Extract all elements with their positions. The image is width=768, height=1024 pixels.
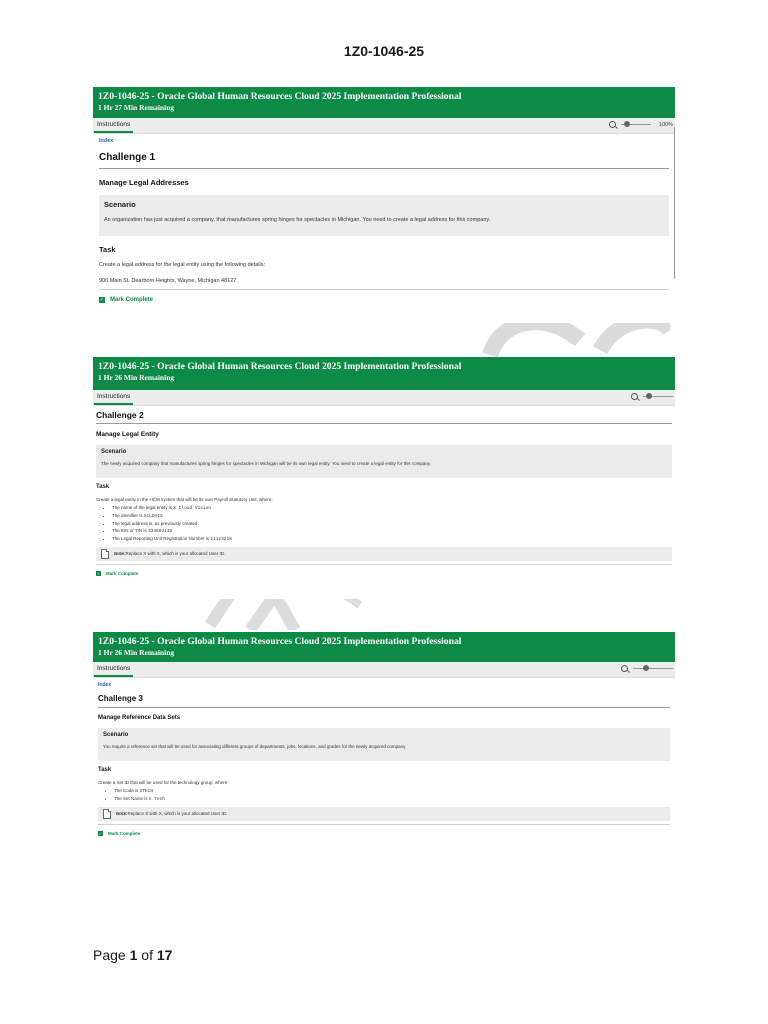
challenge-title: Challenge 2 [96, 410, 144, 420]
code-value: 11123218 [210, 536, 232, 542]
note-panel [98, 807, 670, 821]
page-number: Page 1 of 17 [93, 947, 173, 963]
mark-complete-button[interactable] [99, 297, 669, 303]
time-remaining: 1 Hr 26 Min Remaining [98, 648, 175, 657]
tab-instructions[interactable]: Instructions [94, 119, 133, 133]
index-link[interactable]: Index [99, 138, 114, 144]
requirements-list [98, 788, 670, 804]
zoom-icon[interactable] [621, 665, 628, 672]
task-label: Task [98, 767, 112, 773]
zoom-slider[interactable] [643, 396, 673, 397]
zoom-control [631, 393, 673, 400]
task-text: Create a legal address for the legal entity using the following details: [99, 262, 266, 268]
list-item: • The Legal Reporting Unit Registration Number is 11123218 [112, 536, 672, 544]
task-text: Create a legal entity in the HCM system that will be its own Payroll Statutory Unit, where: [96, 497, 273, 502]
exam-title: 1Z0-1046-25 - Oracle Global Human Resources Cloud 2025 Implementation Professional [98, 636, 462, 647]
zoom-slider-handle[interactable] [643, 665, 649, 671]
tab-instructions[interactable]: Instructions [94, 663, 133, 677]
scenario-label: Scenario [104, 200, 136, 209]
mark-complete-label: Mark Complete [110, 297, 154, 303]
scenario-panel [98, 728, 670, 761]
instructions-body [93, 682, 675, 836]
tab-instructions[interactable]: Instructions [94, 391, 133, 405]
index-link[interactable]: Index [98, 682, 112, 688]
zoom-slider[interactable] [633, 668, 673, 669]
code-value: XTECH [139, 789, 154, 794]
code-value: XCLDVIS [143, 513, 163, 519]
mark-complete-button[interactable] [96, 571, 672, 576]
scenario-text: An organization has just acquired a company, that manufactures spring hinges for spectacles in Michigan. You need to create a legal address for this company. [104, 217, 491, 223]
list-item: • The EIN or TIN is 334562133 [112, 528, 672, 536]
code-value: X Tech [148, 796, 165, 802]
challenge-title: Challenge 3 [98, 694, 143, 703]
zoom-control [609, 121, 673, 128]
note-icon [103, 809, 111, 819]
note-label: Note: [114, 551, 126, 557]
divider [96, 564, 672, 565]
document-title: 1Z0-1046-25 [343, 43, 425, 59]
task-label: Task [96, 484, 110, 490]
exam-header [93, 632, 675, 662]
challenge-1-screenshot [93, 87, 675, 323]
checkbox-icon[interactable]: ✓ [98, 830, 103, 836]
challenge-3-screenshot [93, 632, 675, 860]
divider [98, 824, 670, 825]
list-item: • The Set Name is X Tech [114, 796, 670, 804]
divider [96, 423, 672, 424]
note-icon [101, 549, 109, 559]
mark-complete-label: Mark Complete [108, 830, 141, 836]
zoom-icon[interactable] [631, 393, 638, 400]
divider [98, 707, 670, 708]
zoom-slider-handle[interactable] [624, 121, 630, 127]
mark-complete-label: Mark Complete [106, 570, 139, 576]
scenario-panel [99, 195, 669, 236]
zoom-slider-handle[interactable] [646, 393, 652, 399]
instructions-body [93, 138, 675, 303]
list-item: • The Code is XTECH [114, 788, 670, 796]
zoom-slider[interactable] [621, 124, 651, 125]
zoom-level: 100% [658, 121, 673, 128]
note-panel [96, 547, 672, 561]
task-text: Create a Set ID that will be used for the technology group, where: [98, 780, 229, 785]
section-title: Manage Legal Addresses [99, 178, 189, 187]
requirements-list [96, 505, 672, 544]
scenario-label: Scenario [103, 732, 129, 738]
exam-header [93, 357, 675, 390]
note-label: Note: [116, 811, 128, 817]
task-label: Task [99, 245, 116, 254]
list-item: • The name of the legal entity is X Cloud Vision [112, 505, 672, 513]
section-title: Manage Legal Entity [96, 431, 159, 438]
exam-title: 1Z0-1046-25 - Oracle Global Human Resources Cloud 2025 Implementation Professional [98, 361, 462, 372]
list-item: • The legal address is, as previously created [112, 521, 672, 528]
note-text: Replace X with X, which is your allocated User ID. [127, 811, 228, 817]
time-remaining: 1 Hr 27 Min Remaining [98, 103, 175, 112]
section-title: Manage Reference Data Sets [98, 715, 181, 721]
zoom-icon[interactable] [609, 121, 616, 128]
scenario-panel [96, 445, 672, 478]
code-value: X Cloud Vision [173, 506, 212, 511]
code-value: 334562133 [147, 528, 173, 534]
scenario-text: You require a reference set that will be used for associating different groups of departments, jobs, locations, and grades for the newly acquired company. [103, 744, 407, 749]
checkbox-icon[interactable]: ✓ [99, 297, 105, 303]
checkbox-icon[interactable]: ✓ [96, 570, 101, 576]
tab-bar [93, 662, 675, 678]
exam-header [93, 87, 675, 118]
note-text: Replace X with X, which is your allocated User ID. [125, 551, 226, 557]
challenge-2-screenshot [93, 357, 675, 599]
mark-complete-button[interactable] [98, 831, 670, 836]
exam-title: 1Z0-1046-25 - Oracle Global Human Resources Cloud 2025 Implementation Professional [98, 91, 462, 102]
zoom-control [621, 665, 673, 672]
time-remaining: 1 Hr 26 Min Remaining [98, 373, 175, 382]
divider [99, 168, 669, 169]
divider [99, 289, 669, 290]
tab-bar [93, 118, 675, 134]
list-item: • The identifier is XCLDVIS [112, 513, 672, 521]
challenge-title: Challenge 1 [99, 152, 156, 163]
scenario-text: The newly acquired company that manufactures spring hinges for spectacles in Michigan will be its own legal entity. You need to create a legal entity for this company. [101, 461, 432, 466]
tab-bar [93, 390, 675, 406]
address-value: 900 Main St. Dearborn Heights, Wayne, Michigan 48127 [99, 278, 237, 284]
instructions-body [93, 410, 675, 576]
scenario-label: Scenario [101, 449, 127, 455]
